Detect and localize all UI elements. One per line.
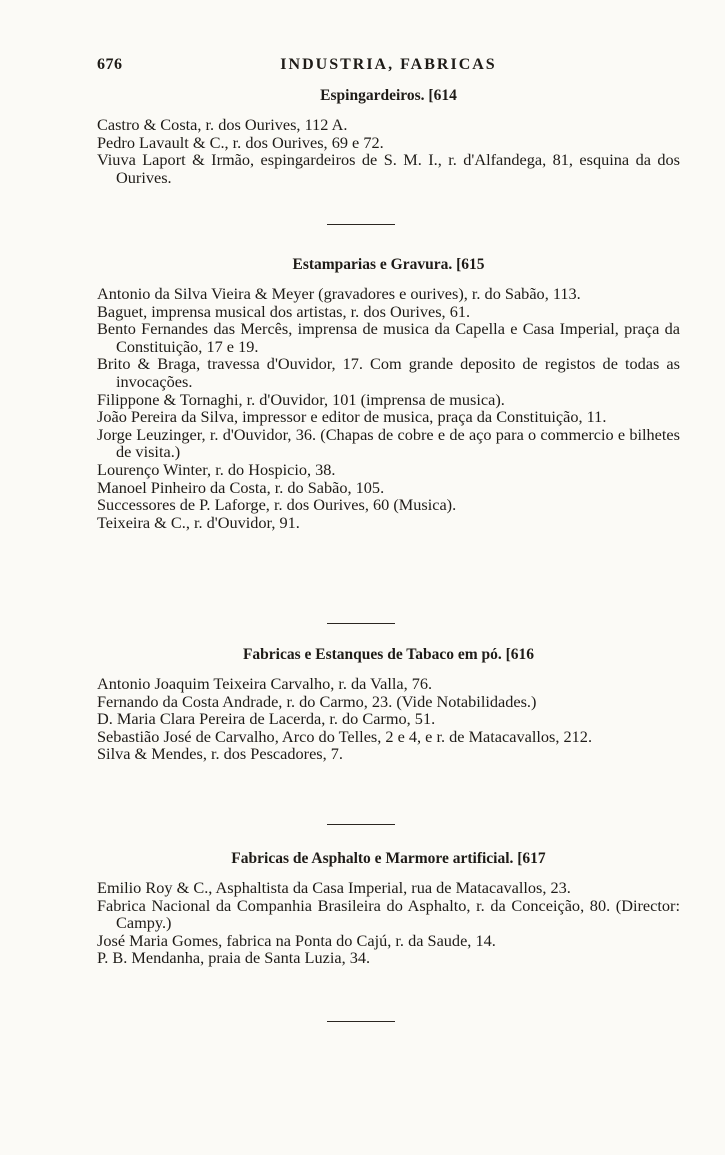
section-tabaco: [97, 646, 680, 763]
list-item: Brito & Braga, travessa d'Ouvidor, 17. Com grande deposito de registos de todas as invocações.: [97, 354, 680, 391]
running-title: INDUSTRIA, FABRICAS: [280, 56, 497, 73]
list-item: Sebastião José de Carvalho, Arco do Telles, 2 e 4, e r. de Matacavallos, 212.: [97, 726, 593, 746]
list-item: Fernando da Costa Andrade, r. do Carmo, 23. (Vide Notabilidades.): [97, 691, 537, 711]
page-number: 676: [97, 56, 123, 73]
list-item: João Pereira da Silva, impressor e editor de musica, praça da Constituição, 11.: [97, 407, 607, 427]
list-item: P. B. Mendanha, praia de Santa Luzia, 34.: [97, 948, 371, 968]
list-item: Antonio Joaquim Teixeira Carvalho, r. da Valla, 76.: [97, 674, 433, 693]
list-item: Bento Fernandes das Mercês, imprensa de musica da Capella e Casa Imperial, praça da Constituição, 17 e 19.: [97, 319, 680, 356]
list-item: Silva & Mendes, r. dos Pescadores, 7.: [97, 744, 343, 764]
section-title: Fabricas e Estanques de Tabaco em pó. [616: [242, 646, 535, 663]
list-item: Baguet, imprensa musical dos artistas, r. dos Ourives, 61.: [97, 301, 471, 321]
list-item: Antonio da Silva Vieira & Meyer (gravadores e ourives), r. do Sabão, 113.: [97, 284, 581, 303]
list-item: Successores de P. Laforge, r. dos Ourives, 60 (Musica).: [97, 495, 457, 515]
entry-list: [97, 116, 680, 186]
section-title: Fabricas de Asphalto e Marmore artificial. [617: [231, 850, 546, 867]
section-divider: [327, 224, 395, 225]
list-item: Manoel Pinheiro da Costa, r. do Sabão, 105.: [97, 477, 385, 497]
entry-list: [97, 879, 680, 967]
list-item: Emilio Roy & C., Asphaltista da Casa Imperial, rua de Matacavallos, 23.: [97, 878, 571, 897]
entry-list: [97, 675, 680, 763]
list-item: Viuva Laport & Irmão, espingardeiros de S. M. I., r. d'Alfandega, 81, esquina da dos Ourives.: [97, 150, 680, 187]
list-item: Jorge Leuzinger, r. d'Ouvidor, 36. (Chapas de cobre e de aço para o commercio e bilhetes de visita.): [97, 424, 680, 462]
list-item: Lourenço Winter, r. do Hospicio, 38.: [97, 459, 336, 479]
section-title: Espingardeiros. [614: [320, 87, 457, 104]
section-title: Estamparias e Gravura. [615: [292, 256, 485, 273]
list-item: D. Maria Clara Pereira de Lacerda, r. do Carmo, 51.: [97, 709, 436, 729]
section-divider: [327, 824, 395, 825]
page-header: [97, 56, 680, 78]
section-estamparias: [97, 256, 680, 531]
list-item: Pedro Lavault & C., r. dos Ourives, 69 e 72.: [97, 132, 384, 152]
section-divider: [327, 1021, 395, 1022]
list-item: Castro & Costa, r. dos Ourives, 112 A.: [97, 115, 348, 134]
list-item: Teixeira & C., r. d'Ouvidor, 91.: [97, 512, 300, 532]
list-item: José Maria Gomes, fabrica na Ponta do Cajú, r. da Saude, 14.: [97, 930, 496, 950]
list-item: Filippone & Tornaghi, r. d'Ouvidor, 101 (imprensa de musica).: [97, 389, 505, 409]
section-asphalto: [97, 850, 680, 967]
list-item: Fabrica Nacional da Companhia Brasileira do Asphalto, r. da Conceição, 80. (Director: Campy.): [97, 895, 680, 933]
entry-list: [97, 285, 680, 531]
section-divider: [327, 623, 395, 624]
section-espingardeiros: [97, 87, 680, 186]
